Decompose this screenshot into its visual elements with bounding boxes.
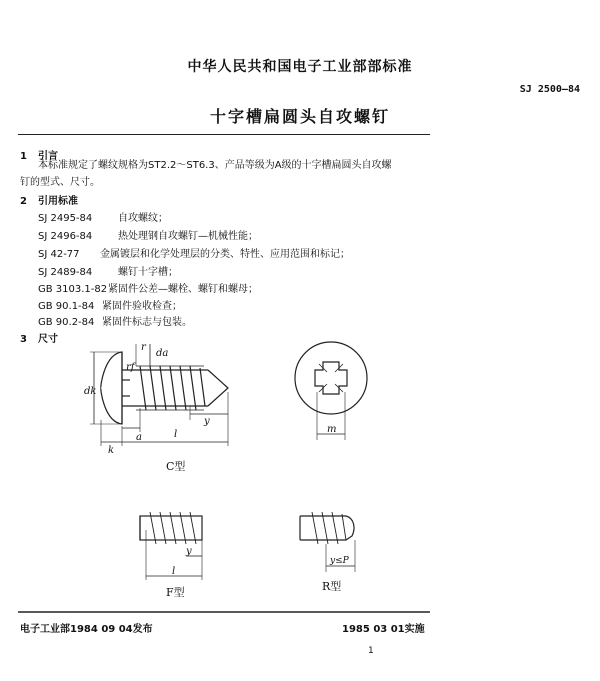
issued-date: 电子工业部1984 09 04发布 [20,624,153,635]
r-type-label: R型 [322,580,342,593]
intro-line-2: 钉的型式、尺寸。 [20,177,100,188]
section-intro-heading: 1 引言 [20,151,58,162]
standard-code: SJ 2500—84 [519,84,580,95]
section-refs-heading: 2 引用标准 [20,196,78,207]
label-rf: rf [126,362,135,373]
effective-date: 1985 03 01实施 [342,624,425,635]
ref-item: SJ 2495-84 自攻螺纹； [38,213,168,224]
label-dk: dk [84,386,97,397]
label-da: da [156,348,169,359]
org-title: 中华人民共和国电子工业部部标准 [187,59,413,75]
f-type-screw-drawing [140,512,202,580]
label-a: a [136,432,142,443]
ref-item: SJ 42-77 金属镀层和化学处理层的分类、特性、应用范围和标记； [38,249,350,260]
label-r: r [141,342,146,353]
label-m: m [327,424,337,435]
f-label-y: y [186,546,192,557]
intro-line-1: 本标准规定了螺纹规格为ST2.2～ST6.3、产品等级为A级的十字槽扁圆头自攻螺 [38,160,392,171]
c-type-label: C型 [166,460,186,473]
r-label-yp: y≤P [330,556,349,566]
ref-item: GB 90.2-84 紧固件标志与包装。 [38,317,192,328]
label-k: k [108,445,115,456]
label-y: y [204,416,210,427]
document-title: 十字槽扁圆头自攻螺钉 [209,107,390,126]
f-type-label: F型 [166,586,185,599]
c-type-screw-drawing [90,344,228,446]
ref-item: SJ 2489-84 螺钉十字槽； [38,267,178,278]
ref-item: SJ 2496-84 热处理钢自攻螺钉—机械性能； [38,231,258,242]
page-number: 1 [368,646,374,656]
section-dims-heading: 3 尺寸 [20,334,58,345]
ref-item: GB 90.1-84 紧固件验收检查； [38,301,182,312]
ref-item: GB 3103.1-82紧固件公差—螺栓、螺钉和螺母； [38,284,258,295]
label-l: l [174,429,178,440]
f-label-l: l [172,566,176,577]
